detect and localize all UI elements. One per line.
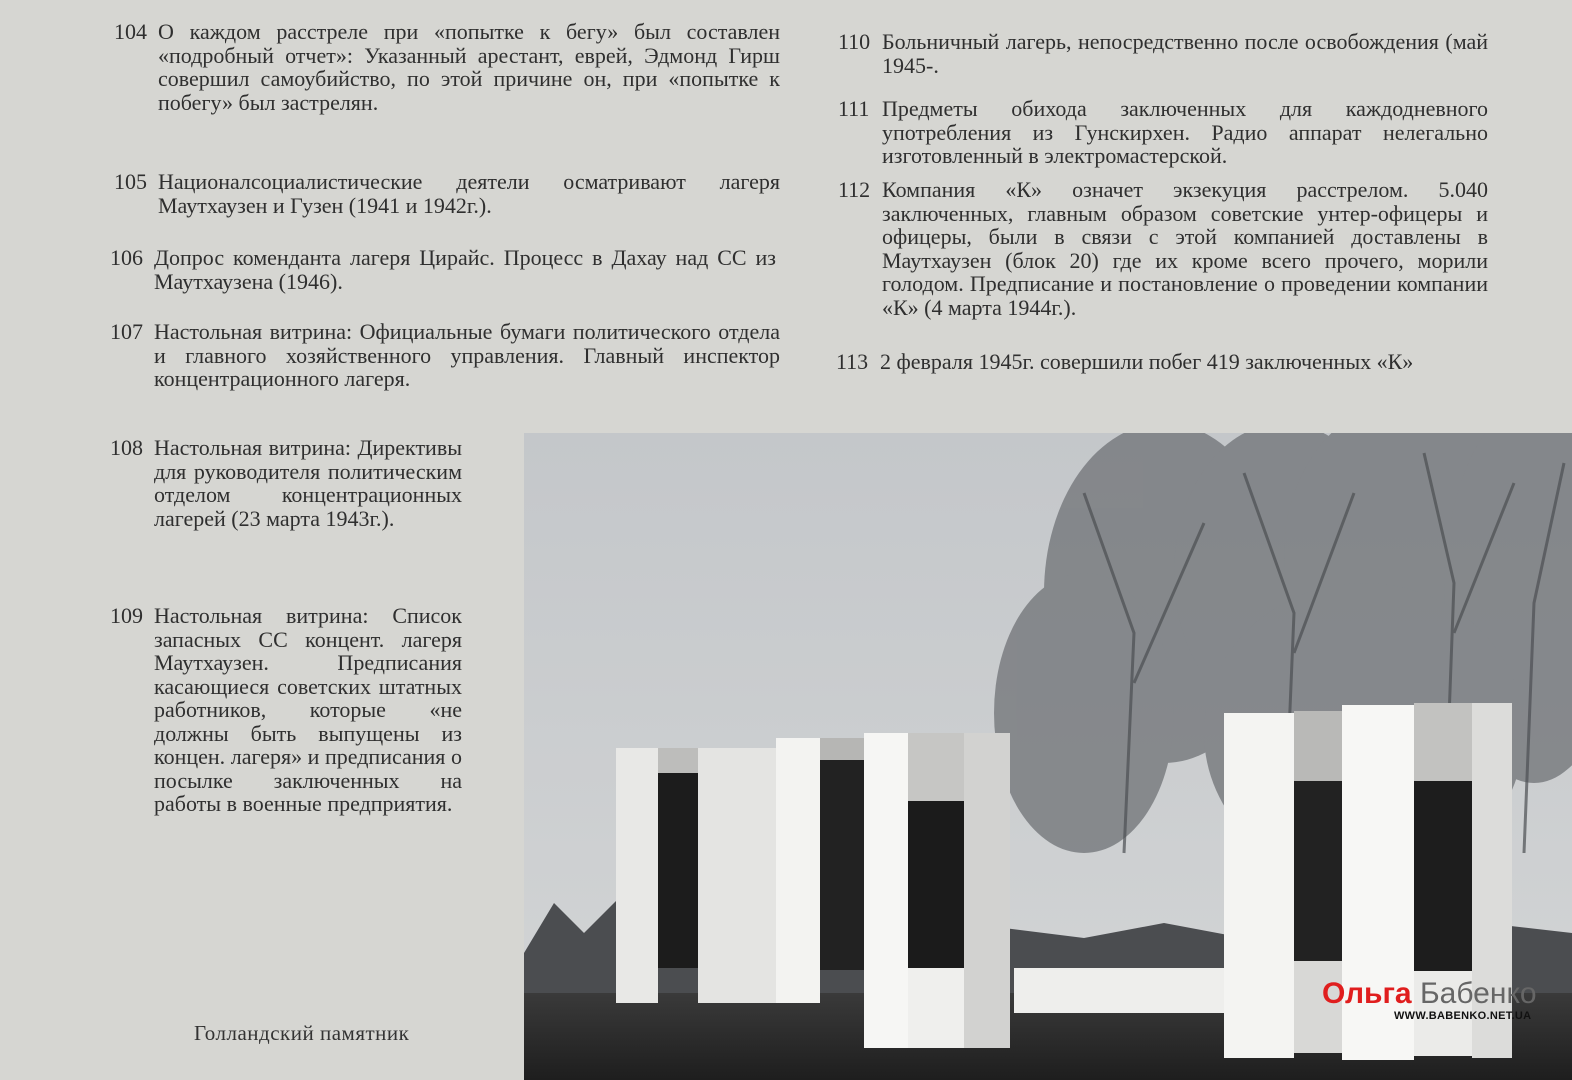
entry-number: 112 xyxy=(838,177,871,202)
entry-number: 107 xyxy=(110,319,143,344)
entry-number: 108 xyxy=(110,435,143,460)
entry-text: Компания «К» означет экзекуция расстрелом. 5.040 заключенных, главным образом советские унтер-офицеры и офицеры, были в связи с этой компанией доставлены в Маутхаузен (блок 20) где их кроме всего прочего, морили голодом. Предписание и постановление о проведении компании «К» (4 марта 1944г.). xyxy=(882,177,1488,320)
watermark-name xyxy=(1322,978,1537,1010)
entry-104 xyxy=(114,20,780,138)
entry-text: Больничный лагерь, непосредственно после освобождения (май 1945-. xyxy=(882,29,1488,78)
entry-number: 110 xyxy=(838,29,871,54)
entry-text: 2 февраля 1945г. совершили побег 419 заключенных «К» xyxy=(880,349,1414,374)
entry-text: Настольная витрина: Список запасных СС концент. лагеря Маутхаузен. Предписания касающиеся советских штатных работников, которые «не должны быть выпущены из концен. лагеря» и предписания о посылке заключенных на работы в военные предприятия. xyxy=(154,603,462,816)
entry-number: 106 xyxy=(110,245,143,270)
entry-text: Настольная витрина: Официальные бумаги политического отдела и главного хозяйственного управления. Главный инспектор концентрационного лагеря. xyxy=(154,319,780,391)
entry-number: 113 xyxy=(836,349,869,374)
entry-text: Предметы обихода заключенных для каждодневного употребления из Гунскирхен. Радио аппарат нелегально изготовленный в электромастерской. xyxy=(882,96,1488,168)
watermark-last-name: Бабенко xyxy=(1419,977,1537,1010)
entry-text: Допрос коменданта лагеря Цирайс. Процесс в Дахау над СС из Маутхаузена (1946). xyxy=(154,245,776,294)
entry-text: Настольная витрина: Директивы для руководителя политическим отделом концентрационных лагерей (23 марта 1943г.). xyxy=(154,435,462,531)
entry-number: 104 xyxy=(114,19,147,44)
entry-number: 105 xyxy=(114,169,147,194)
entry-number: 111 xyxy=(838,96,870,121)
watermark-first-name: Ольга xyxy=(1322,977,1412,1010)
watermark-url: WWW.BABENKO.NET.UA xyxy=(1394,1010,1532,1022)
photo-caption: Голландский памятник xyxy=(194,1021,410,1045)
entry-text: Националсоциалистические деятели осматривают лагеря Маутхаузен и Гузен (1941 и 1942г.). xyxy=(158,169,780,218)
entry-text: О каждом расстреле при «попытке к бегу» был составлен «подробный отчет»: Указанный арестант, еврей, Эдмонд Гирш совершил самоубийство, по этой причине он, при «попытке к побегу» был застрелян. xyxy=(158,19,780,115)
entry-number: 109 xyxy=(110,603,143,628)
watermark xyxy=(1322,978,1537,1022)
